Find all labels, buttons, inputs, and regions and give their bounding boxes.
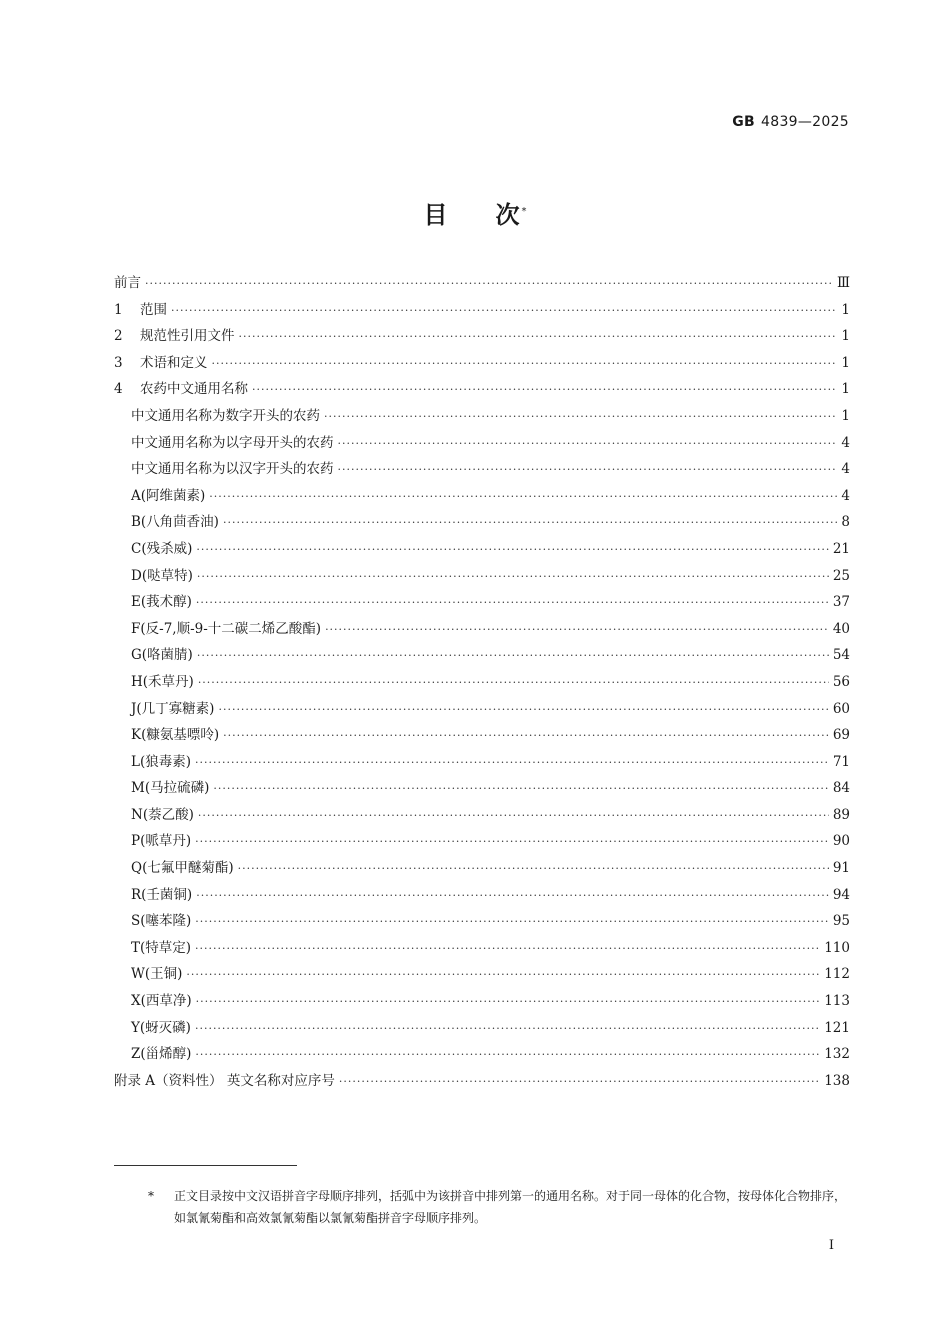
toc-entry[interactable] [114,323,850,350]
toc-entry[interactable] [114,669,850,696]
table-of-contents [114,270,850,1094]
toc-entry-label [131,456,334,483]
toc-entry-label [114,270,141,297]
toc-entry-page: 1 [841,407,850,424]
toc-leader-dots [213,776,828,803]
toc-entry-page: 110 [824,939,850,956]
toc-entry-page: 60 [832,700,850,717]
toc-entry-title: 规范性引用文件 [140,328,235,345]
toc-entry-label [131,696,214,723]
toc-entry-page: 4 [841,434,850,451]
toc-entry[interactable] [114,616,850,643]
toc-entry[interactable] [114,935,850,962]
toc-entry-label [131,935,191,962]
toc-entry-title: 中文通用名称为以字母开头的农药 [131,434,334,451]
title-part-1: 目 [423,201,448,229]
toc-entry[interactable] [114,961,850,988]
toc-leader-dots [195,829,829,856]
toc-entry-label [131,828,191,855]
toc-entry-label [131,802,194,829]
toc-entry-number: 4 [114,381,123,398]
toc-leader-dots [325,617,829,644]
toc-entry-page: 91 [832,860,850,877]
toc-entry[interactable] [114,536,850,563]
toc-entry-page: 69 [832,727,850,744]
toc-entry-title: 中文通用名称为以汉字开头的农药 [131,461,334,478]
toc-leader-dots [339,1069,820,1096]
toc-entry[interactable] [114,403,850,430]
title-part-2: 次 [495,201,520,229]
footnote-text: 正文目录按中文汉语拼音字母顺序排列，括弧中为该拼音中排列第一的通用名称。对于同一母体的化合物，按母体化合物排序，如氯氰菊酯和高效氯氰菊酯以氯氰菊酯拼音字母顺序排列。 [174,1189,847,1225]
toc-entry-title: X(西草净) [131,993,192,1010]
toc-entry[interactable] [114,749,850,776]
toc-entry-label [131,988,192,1015]
toc-entry-label [131,430,334,457]
toc-entry-title: M(马拉硫磷) [131,780,210,797]
toc-entry-label [114,297,167,324]
toc-entry-label [131,669,194,696]
standard-code [732,114,849,130]
toc-entry-page: 90 [832,833,850,850]
toc-entry-title: P(哌草丹) [131,833,192,850]
toc-entry[interactable] [114,1068,850,1095]
toc-entry-title: A(阿维菌素) [131,487,206,504]
toc-entry[interactable] [114,456,850,483]
toc-entry[interactable] [114,775,850,802]
toc-entry-page: 25 [832,567,850,584]
toc-entry-page: 71 [832,753,850,770]
toc-entry[interactable] [114,376,850,403]
toc-entry-page: 8 [841,514,850,531]
toc-entry-title: L(狼毒素) [131,753,191,770]
toc-entry-title: 术语和定义 [140,354,208,371]
toc-entry-title: 附录 A（资料性） 英文名称对应序号 [114,1072,335,1089]
footnote [148,1185,850,1229]
toc-leader-dots [239,324,838,351]
toc-leader-dots [196,989,821,1016]
toc-entry-label [131,908,191,935]
toc-entry[interactable] [114,642,850,669]
toc-leader-dots [196,537,828,564]
toc-leader-dots [198,670,829,697]
toc-entry[interactable] [114,270,850,297]
toc-entry[interactable] [114,828,850,855]
toc-entry-title: 范围 [140,301,167,318]
title-footnote-mark: * [521,206,527,217]
toc-entry-title: H(禾草丹) [131,673,194,690]
toc-entry-label [114,323,235,350]
toc-entry-page: 1 [841,328,850,345]
toc-entry-label [131,536,192,563]
toc-leader-dots [186,962,820,989]
toc-entry-title: Q(七氟甲醚菊酯) [131,860,234,877]
toc-entry[interactable] [114,430,850,457]
toc-leader-dots [145,271,833,298]
toc-entry-page: 37 [832,594,850,611]
toc-entry[interactable] [114,297,850,324]
toc-leader-dots [196,883,829,910]
toc-entry-label [114,1068,335,1095]
toc-entry[interactable] [114,855,850,882]
toc-entry-label [131,642,193,669]
footnote-divider [114,1165,297,1166]
toc-entry-label [131,961,182,988]
toc-entry[interactable] [114,563,850,590]
toc-entry-page: 84 [832,780,850,797]
toc-entry-title: G(咯菌腈) [131,647,193,664]
toc-leader-dots [195,1016,820,1043]
footnote-mark: * [148,1189,154,1203]
toc-leader-dots [198,803,829,830]
toc-entry-title: E(莪术醇) [131,594,192,611]
toc-entry-page: 56 [832,673,850,690]
toc-entry[interactable] [114,589,850,616]
toc-leader-dots [223,723,829,750]
toc-entry-title: K(糠氨基嘌呤) [131,727,220,744]
toc-entry-page: 4 [841,461,850,478]
standard-number: 4839—2025 [761,114,849,130]
toc-entry[interactable] [114,1041,850,1068]
toc-entry-title: D(哒草特) [131,567,193,584]
page-title [0,195,950,230]
toc-leader-dots [171,298,837,325]
toc-entry[interactable] [114,882,850,909]
toc-entry-label [131,1015,191,1042]
toc-entry[interactable] [114,802,850,829]
toc-entry-page: 54 [832,647,850,664]
toc-leader-dots [238,856,829,883]
toc-leader-dots [324,404,837,431]
toc-entry[interactable] [114,908,850,935]
toc-entry-page: 89 [832,806,850,823]
toc-entry-label [131,563,193,590]
toc-entry-title: S(噻苯隆) [131,913,192,930]
toc-entry-title: W(王铜) [131,966,183,983]
toc-entry-page: 4 [841,487,850,504]
toc-leader-dots [338,431,838,458]
toc-entry[interactable] [114,722,850,749]
toc-leader-dots [195,1042,820,1069]
toc-entry-label [114,376,248,403]
toc-entry-title: Y(蚜灭磷) [131,1019,191,1036]
toc-entry-page: 121 [824,1019,850,1036]
toc-entry[interactable] [114,509,850,536]
standard-prefix: GB [732,114,756,130]
toc-entry[interactable] [114,696,850,723]
toc-entry-page: 95 [832,913,850,930]
toc-entry-number: 3 [114,354,123,371]
toc-entry-page: 40 [832,620,850,637]
toc-entry[interactable] [114,988,850,1015]
toc-entry-page: 1 [841,381,850,398]
toc-entry-title: 中文通用名称为数字开头的农药 [131,407,320,424]
toc-entry[interactable] [114,1015,850,1042]
toc-leader-dots [209,484,837,511]
toc-leader-dots [212,351,838,378]
toc-entry-page: 113 [824,993,850,1010]
toc-leader-dots [197,564,829,591]
toc-leader-dots [197,643,829,670]
toc-leader-dots [195,909,829,936]
toc-entry-number: 2 [114,328,123,345]
toc-entry-page: 112 [824,966,850,983]
toc-entry-label [114,350,208,377]
toc-entry-label [131,882,192,909]
toc-entry-label [131,589,192,616]
toc-entry-page: 1 [841,301,850,318]
toc-leader-dots [195,750,829,777]
toc-entry-page: 132 [824,1046,850,1063]
toc-entry-page: 138 [824,1072,850,1089]
toc-entry-page: Ⅲ [836,275,850,291]
toc-entry-label [131,616,321,643]
toc-entry-title: T(特草定) [131,939,192,956]
toc-leader-dots [338,457,838,484]
toc-entry-title: F(反-7,顺-9-十二碳二烯乙酸酯) [131,620,322,637]
toc-entry[interactable] [114,350,850,377]
toc-entry-title: 前言 [114,275,141,291]
toc-entry-label [131,722,219,749]
toc-entry-page: 1 [841,354,850,371]
toc-entry-label [131,775,209,802]
toc-entry-title: R(壬菌铜) [131,886,193,903]
toc-leader-dots [195,936,820,963]
toc-entry-title: J(几丁寡糖素) [131,700,215,717]
toc-entry-title: C(残杀威) [131,540,193,557]
toc-entry-label [131,509,219,536]
toc-entry-label [131,749,191,776]
toc-leader-dots [218,697,828,724]
toc-entry-number: 1 [114,301,123,318]
toc-leader-dots [223,510,837,537]
toc-entry-title: N(萘乙酸) [131,806,194,823]
toc-entry-label [131,483,205,510]
toc-entry-page: 94 [832,886,850,903]
toc-entry-title: Z(甾烯醇) [131,1046,192,1063]
toc-entry-label [131,403,320,430]
toc-entry[interactable] [114,483,850,510]
toc-entry-page: 21 [832,540,850,557]
toc-leader-dots [196,590,829,617]
toc-entry-label [131,855,234,882]
toc-leader-dots [252,377,837,404]
page-number: I [828,1238,834,1253]
toc-entry-title: 农药中文通用名称 [140,381,248,398]
toc-entry-label [131,1041,191,1068]
toc-entry-title: B(八角茴香油) [131,514,219,531]
